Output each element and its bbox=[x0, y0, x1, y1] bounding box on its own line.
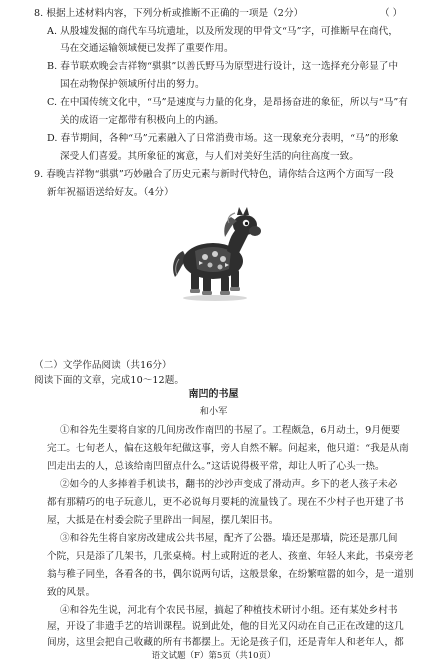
article-author: 和小军 bbox=[199, 406, 228, 417]
q8-option-d-line1: D. 春节期间，各种“马”元素融入了日常消费市场。这一现象充分表明，“马”的形象 bbox=[47, 133, 399, 144]
q9-line1: 9. 春晚吉祥物“骐骐”巧妙融合了历史元素与新时代特色，请你结合这两个方面写一段 bbox=[34, 169, 394, 180]
para3-line3: 翁与稚子同坐，各看各的书，偶尔说两句话，这般景象，在纷繁喧嚣的如今，是一道别 bbox=[47, 569, 414, 580]
para3-line1: ③和谷先生将自家房改建成公共书屋，配齐了公器。墙还是那墙，院还是那几间 bbox=[60, 533, 398, 544]
q8-answer-paren: （ ） bbox=[380, 8, 403, 19]
q8-option-b-line2: 国在动物保护领域所付出的努力。 bbox=[60, 79, 205, 90]
para4-line3: 间房，这里会把自己收藏的所有书都摆上。无论是孩子们，还是青年人和老年人，都 bbox=[47, 637, 404, 648]
q8-option-a-line1: A. 从殷墟发掘的商代车马坑遗址，以及所发现的甲骨文“马”字，可推断早在商代， bbox=[47, 26, 398, 37]
q8-stem: 8. 根据上述材料内容，下列分析或推断不正确的一项是（2分） bbox=[34, 8, 304, 19]
horse-mascot-illustration bbox=[165, 203, 271, 303]
q8-option-d-line2: 深受人们喜爱。其所象征的寓意，与人们对美好生活的向往高度一致。 bbox=[60, 151, 359, 162]
para1-line2: 完工。七旬老人，偏在这般年纪做这事，旁人自然不解。问起来，他只道：“我是从南 bbox=[47, 443, 409, 454]
section-instruction: 阅读下面的文章，完成10～12题。 bbox=[34, 375, 184, 386]
para1-line3: 凹走出去的人，总该给南凹留点什么。”这话说得极平常，却让人听了心头一热。 bbox=[47, 461, 385, 472]
article-title: 南凹的书屋 bbox=[188, 389, 239, 400]
para3-line4: 致的风景。 bbox=[47, 587, 96, 598]
q8-option-b-line1: B. 春节联欢晚会吉祥物“骐骐”以善氏野马为原型进行设计，这一选择充分彰显了中 bbox=[47, 61, 399, 72]
q8-option-c-line2: 关的成语一定都带有积极向上的内涵。 bbox=[60, 115, 224, 126]
para2-line2: 都有那精巧的电子玩意儿，更不必说每月要耗的流量钱了。现在不少村子也开建了书 bbox=[47, 497, 404, 508]
horse-mascot-icon bbox=[165, 203, 271, 303]
para4-line1: ④和谷先生说，河北有个农民书屋，搞起了种植技术研讨小组。还有某处乡村书 bbox=[60, 605, 398, 616]
section-heading: （二）文学作品阅读（共16分） bbox=[34, 360, 172, 371]
para2-line1: ②如今的人多捧着手机读书，翻书的沙沙声变成了滑动声。乡下的老人孩子未必 bbox=[60, 479, 398, 490]
page-footer: 语文试题（F）第5页（共10页） bbox=[151, 651, 276, 661]
para3-line2: 个院，只是添了几架书，几张桌椅。村上或附近的老人、孩童、年轻人来此，书桌旁老 bbox=[47, 551, 414, 562]
q8-option-a-line2: 马在交通运输领域便已发挥了重要作用。 bbox=[60, 43, 234, 54]
para4-line2: 屋，开设了非遗手艺的培训课程。说到此处，他的目光又闪动在自己正在改建的这几 bbox=[47, 621, 404, 632]
para2-line3: 屋，大抵是在村委会院子里辟出一间屋，摆几架旧书。 bbox=[47, 515, 279, 526]
para1-line1: ①和谷先生要将自家的几间房改作南凹的书屋了。工程颇急，6月动土，9月便要 bbox=[60, 425, 401, 436]
q8-option-c-line1: C. 在中国传统文化中，“马”是速度与力量的化身，是昂扬奋进的象征，所以与“马”有 bbox=[47, 97, 408, 108]
q9-line2: 新年祝福语送给好友。（4分） bbox=[47, 187, 174, 198]
